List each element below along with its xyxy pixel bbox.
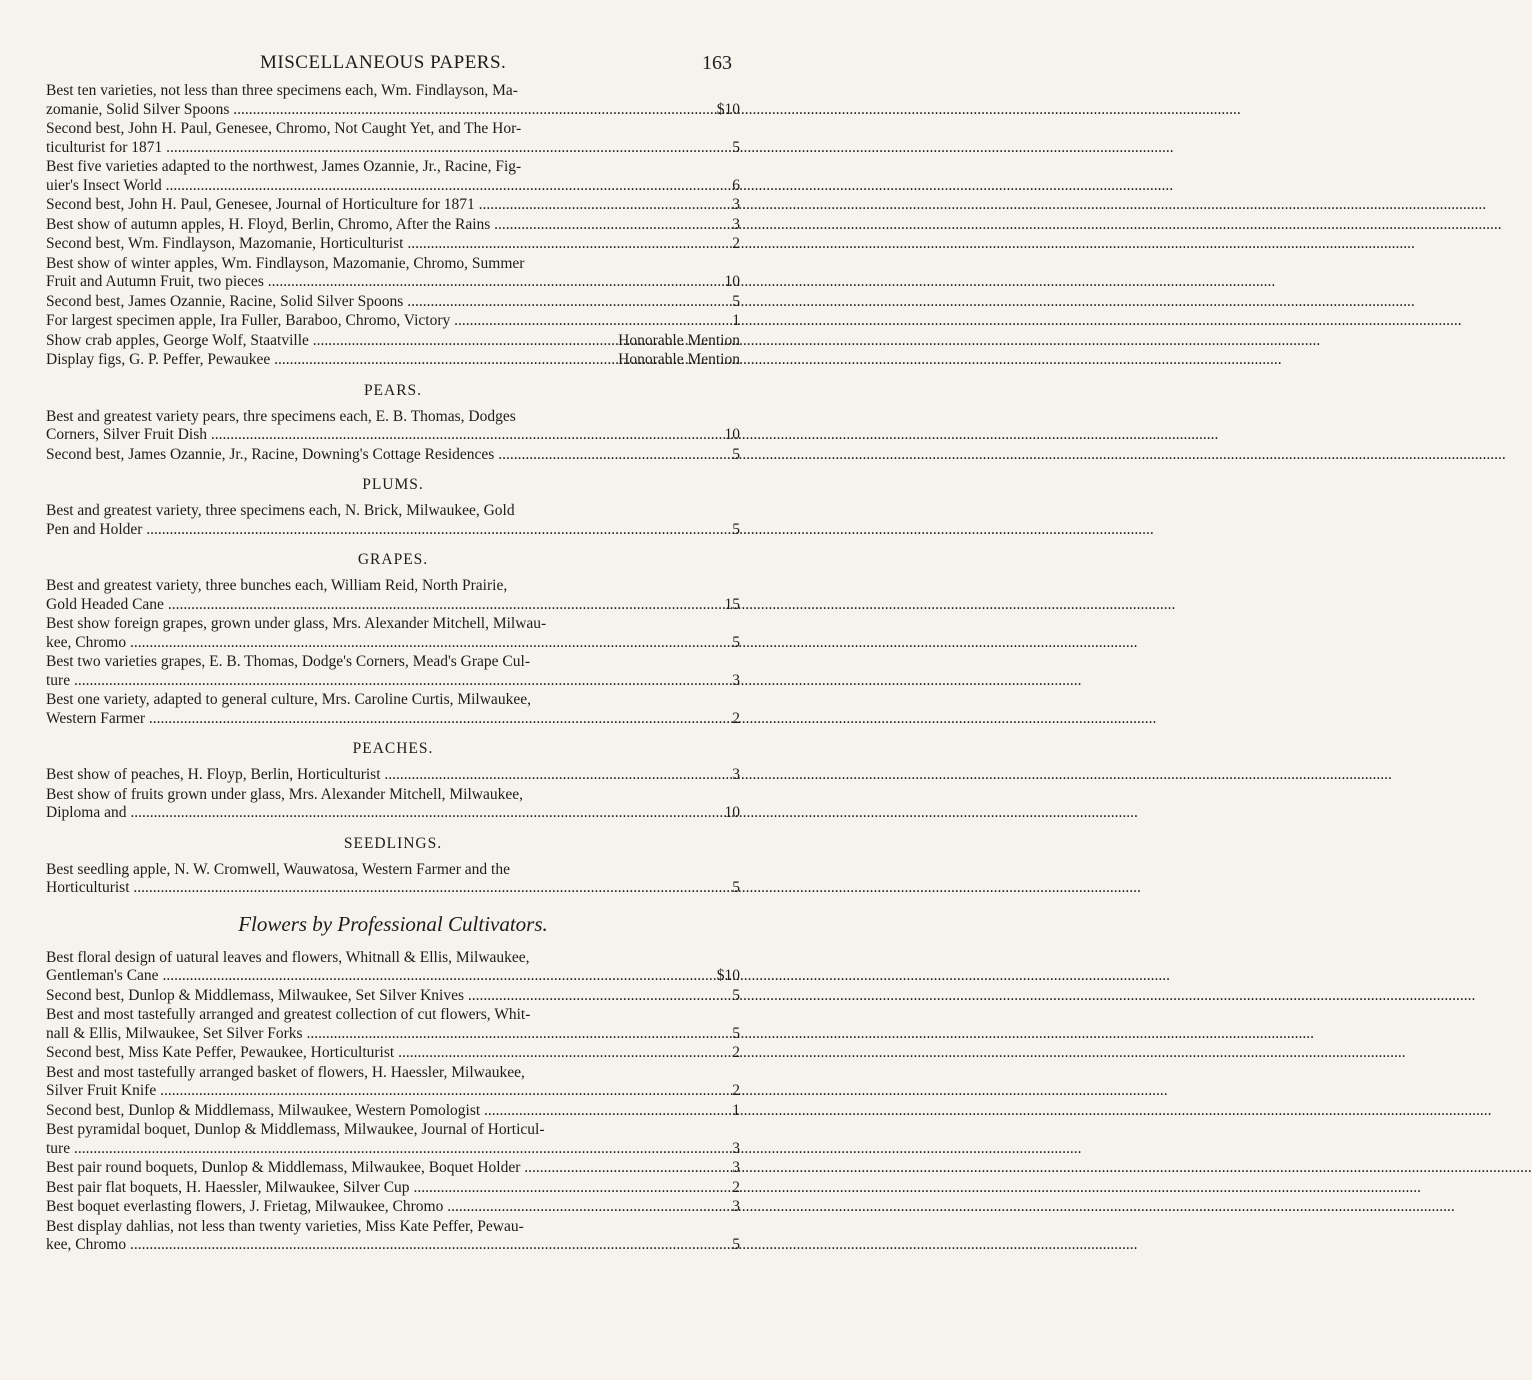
- award-entry: [46, 293, 740, 312]
- award-line: Best display dahlias, not less than twenty varieties, Miss Kate Peffer, Pewau-: [46, 1217, 524, 1235]
- award-description: [46, 332, 612, 351]
- award-description: [46, 1064, 712, 1101]
- award-line: ticulturist for 1871: [46, 138, 163, 156]
- award-entry: [46, 1044, 740, 1063]
- award-line: Best ten varieties, not less than three specimens each, Wm. Findlayson, Ma-: [46, 82, 518, 99]
- leader-dots: [70, 1140, 1081, 1157]
- award-value: Honorable Mention: [618, 351, 740, 368]
- leader-dots: [494, 446, 1505, 463]
- page-header: [46, 52, 740, 82]
- leader-dots: [270, 351, 1281, 368]
- award-entry: [46, 1218, 740, 1255]
- leader-dots: [164, 596, 1175, 613]
- award-value: Honorable Mention: [618, 331, 740, 349]
- award-entry: [46, 408, 740, 445]
- award-description: [46, 293, 712, 312]
- leader-dots: [381, 766, 1392, 783]
- leader-dots: [403, 235, 1414, 252]
- running-title: MISCELLANEOUS PAPERS.: [260, 52, 507, 73]
- award-description: [46, 82, 711, 119]
- award-entry: [46, 577, 740, 614]
- award-line: For largest specimen apple, Ira Fuller, Baraboo, Chromo, Victory: [46, 312, 451, 329]
- award-value: 2: [732, 1044, 740, 1061]
- award-description: [46, 861, 712, 898]
- award-description: [46, 255, 712, 292]
- award-line: Second best, Wm. Findlayson, Mazomanie, Horticulturist: [46, 235, 404, 252]
- award-description: [46, 1044, 712, 1063]
- leader-dots: [475, 196, 1486, 213]
- award-line: Second best, Dunlop & Middlemass, Milwaukee, Western Pomologist: [46, 1101, 481, 1119]
- award-line: Best pyramidal boquet, Dunlop & Middlemass, Milwaukee, Journal of Horticul-: [46, 1121, 545, 1138]
- award-entry: [46, 861, 740, 898]
- award-line: Best two varieties grapes, E. B. Thomas, Dodge's Corners, Mead's Grape Cul-: [46, 653, 530, 670]
- award-entry: [46, 786, 740, 823]
- award-line: Show crab apples, George Wolf, Staatville: [46, 331, 309, 349]
- award-entry: [46, 615, 740, 652]
- award-value: 5: [732, 520, 740, 538]
- leader-dots: [490, 216, 1501, 233]
- award-entry: [46, 235, 740, 254]
- award-entry: [46, 1159, 740, 1178]
- peaches-section: [46, 766, 740, 823]
- award-value: 2: [732, 1178, 740, 1196]
- leader-dots: [159, 967, 1170, 984]
- award-line: ture: [46, 671, 71, 689]
- leader-dots: [126, 1236, 1137, 1253]
- award-value: 2: [732, 1082, 740, 1099]
- award-line: Corners, Silver Fruit Dish: [46, 426, 208, 443]
- award-description: [46, 691, 712, 728]
- flowers-heading: Flowers by Professional Cultivators.: [238, 911, 548, 936]
- award-line: Second best, James Ozannie, Jr., Racine, Downing's Cottage Residences: [46, 445, 495, 463]
- award-description: [46, 1121, 712, 1158]
- award-line: Best and greatest variety, three bunches each, William Reid, North Prairie,: [46, 577, 508, 594]
- leader-dots: [410, 1179, 1421, 1196]
- award-value: 2: [732, 235, 740, 252]
- award-description: [46, 235, 712, 254]
- award-value: 3: [732, 1159, 740, 1176]
- award-description: [46, 1218, 712, 1255]
- award-entry: [46, 120, 740, 157]
- award-description: [46, 653, 712, 690]
- award-value: 3: [732, 671, 740, 689]
- award-description: [46, 766, 712, 785]
- award-description: [46, 1006, 712, 1043]
- award-line: Horticulturist: [46, 879, 130, 896]
- award-value: 10: [724, 273, 740, 290]
- leader-dots: [145, 710, 1156, 727]
- award-value: 5: [732, 879, 740, 896]
- award-value: $10: [716, 967, 740, 984]
- award-value: 3: [732, 766, 740, 783]
- award-entry: [46, 1102, 740, 1121]
- award-line: Best show of peaches, H. Floyp, Berlin, Horticulturist: [46, 766, 381, 783]
- award-line: Best and greatest variety, three specimens each, N. Brick, Milwaukee, Gold: [46, 502, 515, 519]
- seedlings-heading: SEEDLINGS.: [343, 834, 443, 852]
- leader-dots: [70, 672, 1081, 689]
- award-description: [46, 1159, 712, 1178]
- leader-dots: [394, 1044, 1405, 1061]
- award-entry: [46, 196, 740, 215]
- award-entry: [46, 653, 740, 690]
- award-line: Pen and Holder: [46, 520, 143, 538]
- award-description: [46, 987, 712, 1006]
- award-line: Best seedling apple, N. W. Cromwell, Wauwatosa, Western Farmer and the: [46, 860, 510, 878]
- award-value: 5: [732, 1024, 740, 1042]
- award-value: 10: [724, 426, 740, 443]
- award-description: [46, 216, 712, 235]
- award-entry: [46, 1064, 740, 1101]
- award-value: 2: [732, 709, 740, 727]
- award-entry: [46, 255, 740, 292]
- award-entry: [46, 312, 740, 331]
- leader-dots: [520, 1159, 1531, 1176]
- leader-dots: [480, 1102, 1491, 1119]
- award-line: Best show of winter apples, Wm. Findlayson, Mazomanie, Chromo, Summer: [46, 254, 525, 272]
- award-description: [46, 158, 712, 195]
- award-line: Diploma and: [46, 804, 127, 821]
- award-line: Silver Fruit Knife: [46, 1082, 157, 1099]
- award-description: [46, 120, 712, 157]
- award-line: Gold Headed Cane: [46, 595, 164, 613]
- award-entry: [46, 82, 740, 119]
- award-line: Best show of fruits grown under glass, Mrs. Alexander Mitchell, Milwaukee,: [46, 785, 523, 803]
- award-description: [46, 408, 712, 445]
- award-line: Second best, James Ozannie, Racine, Solid Silver Spoons: [46, 292, 404, 310]
- leader-dots: [127, 804, 1138, 821]
- award-description: [46, 1102, 712, 1121]
- award-line: Fruit and Autumn Fruit, two pieces: [46, 273, 264, 290]
- award-description: [46, 351, 612, 370]
- award-entry: [46, 446, 740, 465]
- award-line: zomanie, Solid Silver Spoons: [46, 100, 230, 118]
- apples-section: [46, 82, 740, 370]
- award-line: Second best, Miss Kate Peffer, Pewaukee, Horticulturist: [46, 1044, 395, 1061]
- award-description: [46, 196, 712, 215]
- leader-dots: [162, 139, 1173, 156]
- award-line: Display figs, G. P. Peffer, Pewaukee: [46, 351, 271, 368]
- award-entry: [46, 1198, 740, 1217]
- award-entry: [46, 1121, 740, 1158]
- leader-dots: [303, 1025, 1314, 1042]
- award-line: Best show foreign grapes, grown under glass, Mrs. Alexander Mitchell, Milwau-: [46, 615, 547, 632]
- award-entry: [46, 1179, 740, 1198]
- award-entry: [46, 158, 740, 195]
- award-line: nall & Ellis, Milwaukee, Set Silver Forks: [46, 1024, 303, 1042]
- leader-dots: [403, 293, 1414, 310]
- leader-dots: [264, 273, 1275, 290]
- award-entry: [46, 502, 740, 539]
- award-value: 3: [732, 215, 740, 233]
- award-line: ture: [46, 1139, 71, 1157]
- award-value: 5: [732, 633, 740, 651]
- leader-dots: [309, 332, 1320, 349]
- award-line: Best show of autumn apples, H. Floyd, Berlin, Chromo, After the Rains: [46, 215, 491, 233]
- award-line: Best boquet everlasting flowers, J. Frietag, Milwaukee, Chromo: [46, 1198, 444, 1215]
- award-entry: [46, 351, 740, 370]
- award-line: Best one variety, adapted to general culture, Mrs. Caroline Curtis, Milwaukee,: [46, 691, 531, 708]
- award-line: Best and most tastefully arranged and greatest collection of cut flowers, Whit-: [46, 1006, 531, 1023]
- award-line: Best and greatest variety pears, thre specimens each, E. B. Thomas, Dodges: [46, 407, 516, 425]
- award-line: Best five varieties adapted to the northwest, James Ozannie, Jr., Racine, Fig-: [46, 158, 522, 175]
- peaches-heading: PEACHES.: [352, 740, 434, 757]
- leader-dots: [450, 312, 1461, 329]
- award-line: Best floral design of uatural leaves and flowers, Whitnall & Ellis, Milwaukee,: [46, 948, 530, 966]
- award-line: Western Farmer: [46, 709, 146, 727]
- leader-dots: [464, 987, 1475, 1004]
- plums-section: [46, 502, 740, 539]
- award-line: Best and most tastefully arranged basket of flowers, H. Haessler, Milwaukee,: [46, 1063, 525, 1081]
- leader-dots: [126, 634, 1137, 651]
- award-entry: [46, 766, 740, 785]
- award-value: 3: [732, 1198, 740, 1215]
- award-value: 3: [732, 1139, 740, 1157]
- award-value: 1: [732, 1101, 740, 1119]
- leader-dots: [130, 879, 1141, 896]
- award-value: 5: [732, 1236, 740, 1253]
- award-line: uier's Insect World: [46, 176, 162, 194]
- award-line: Best pair round boquets, Dunlop & Middlemass, Milwaukee, Boquet Holder: [46, 1159, 521, 1176]
- award-value: $10: [716, 100, 740, 118]
- award-description: [46, 1179, 712, 1198]
- award-value: 5: [732, 986, 740, 1004]
- award-entry: [46, 216, 740, 235]
- grapes-heading: GRAPES.: [357, 551, 429, 568]
- award-value: 5: [732, 445, 740, 463]
- award-value: 15: [724, 595, 740, 613]
- award-entry: [46, 691, 740, 728]
- leader-dots: [162, 177, 1173, 194]
- award-description: [46, 577, 712, 614]
- grapes-section: [46, 577, 740, 728]
- award-entry: [46, 987, 740, 1006]
- leader-dots: [443, 1198, 1454, 1215]
- award-description: [46, 502, 712, 539]
- pears-heading: PEARS.: [363, 381, 423, 399]
- award-description: [46, 786, 712, 823]
- flowers-section: [46, 949, 740, 1255]
- award-entry: [46, 949, 740, 986]
- award-line: Second best, John H. Paul, Genesee, Journal of Horticulture for 1871: [46, 196, 475, 213]
- page: [46, 52, 740, 1256]
- award-line: kee, Chromo: [46, 1236, 127, 1253]
- seedlings-section: [46, 861, 740, 898]
- award-line: Second best, John H. Paul, Genesee, Chromo, Not Caught Yet, and The Hor-: [46, 120, 522, 137]
- award-line: Gentleman's Cane: [46, 967, 159, 984]
- award-value: 5: [732, 138, 740, 156]
- award-description: [46, 446, 712, 465]
- award-value: 10: [724, 804, 740, 821]
- award-description: [46, 949, 711, 986]
- award-description: [46, 1198, 712, 1217]
- award-entry: [46, 332, 740, 351]
- leader-dots: [142, 521, 1153, 538]
- award-value: 6: [732, 176, 740, 194]
- award-value: 5: [732, 292, 740, 310]
- page-number: 163: [702, 52, 732, 74]
- award-value: 1: [732, 312, 740, 329]
- award-value: 3: [732, 196, 740, 213]
- award-entry: [46, 1006, 740, 1043]
- award-line: Second best, Dunlop & Middlemass, Milwaukee, Set Silver Knives: [46, 986, 465, 1004]
- award-description: [46, 615, 712, 652]
- award-line: kee, Chromo: [46, 633, 127, 651]
- award-description: [46, 312, 712, 331]
- plums-heading: PLUMS.: [362, 476, 424, 493]
- leader-dots: [156, 1082, 1167, 1099]
- award-line: Best pair flat boquets, H. Haessler, Milwaukee, Silver Cup: [46, 1178, 410, 1196]
- pears-section: [46, 408, 740, 465]
